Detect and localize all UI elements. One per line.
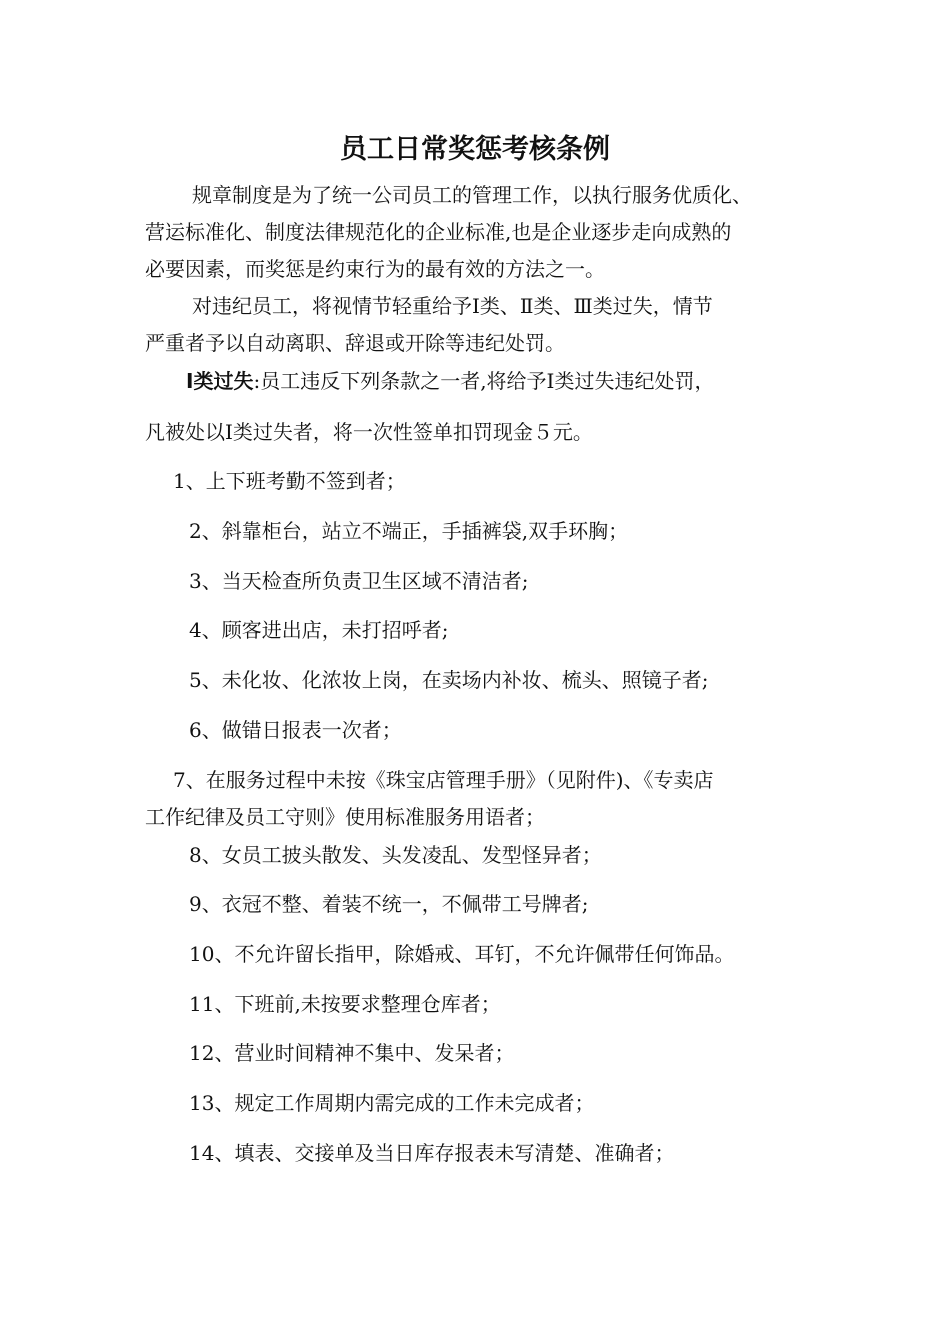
list-item-6: 6、做错日报表一次者； xyxy=(189,718,402,742)
violation-intro-line-1: 对违纪员工，将视情节轻重给予Ⅰ类、Ⅱ类、Ⅲ类过失，情节 xyxy=(192,294,713,318)
document-title: 员工日常奖惩考核条例 xyxy=(340,134,610,165)
violation-intro-line-2: 严重者予以自动离职、辞退或开除等违纪处罚。 xyxy=(145,331,565,355)
list-item-7-cont: 工作纪律及员工守则》使用标准服务用语者； xyxy=(145,805,545,829)
class1-heading xyxy=(186,366,714,396)
list-item-2: 2、斜靠柜台，站立不端正，手插裤袋,双手环胸； xyxy=(189,519,629,543)
intro-line-1: 规章制度是为了统一公司员工的管理工作，以执行服务优质化、 xyxy=(192,183,752,207)
list-item-3: 3、当天检查所负责卫生区域不清洁者; xyxy=(189,569,529,593)
class1-penalty: 凡被处以Ⅰ类过失者，将一次性签单扣罚现金５元。 xyxy=(145,420,593,444)
intro-line-2: 营运标准化、制度法律规范化的企业标准,也是企业逐步走向成熟的 xyxy=(145,220,732,244)
list-item-11: 11、下班前,未按要求整理仓库者； xyxy=(189,992,501,1016)
list-item-7: 7、在服务过程中未按《珠宝店管理手册》（见附件)、《专卖店 xyxy=(173,768,714,792)
list-item-10: 10、不允许留长指甲，除婚戒、耳钉，不允许佩带任何饰品。 xyxy=(189,942,735,966)
class1-label: Ⅰ类过失 xyxy=(186,369,254,393)
intro-line-3: 必要因素，而奖惩是约束行为的最有效的方法之一。 xyxy=(145,257,605,281)
class1-text: :员工违反下列条款之一者,将给予Ⅰ类过失违纪处罚， xyxy=(253,369,715,393)
list-item-12: 12、营业时间精神不集中、发呆者； xyxy=(189,1041,515,1065)
list-item-4: 4、顾客进出店，未打招呼者; xyxy=(189,618,449,642)
list-item-8: 8、女员工披头散发、头发凌乱、发型怪异者； xyxy=(189,843,602,867)
list-item-5: 5、未化妆、化浓妆上岗，在卖场内补妆、梳头、照镜子者; xyxy=(189,668,709,692)
list-item-14: 14、填表、交接单及当日库存报表未写清楚、准确者； xyxy=(189,1141,675,1165)
list-item-1: 1、上下班考勤不签到者； xyxy=(173,469,406,493)
list-item-9: 9、衣冠不整、着装不统一，不佩带工号牌者; xyxy=(189,892,589,916)
list-item-13: 13、规定工作周期内需完成的工作未完成者； xyxy=(189,1091,595,1115)
